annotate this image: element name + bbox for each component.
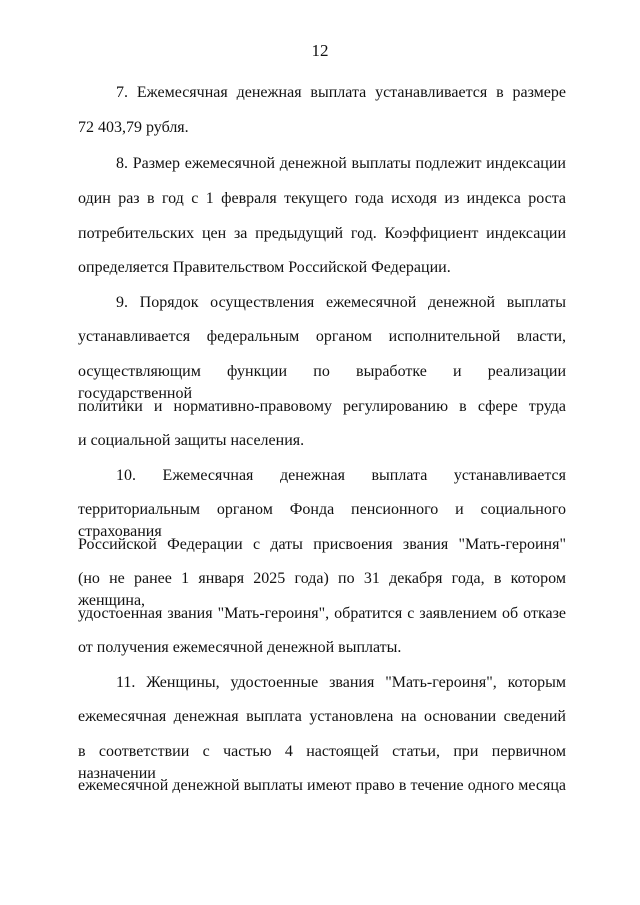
paragraph-9-line-4: политики и нормативно-правовому регулированию в сфере труда [78,398,566,415]
paragraph-8-line-4: определяется Правительством Российской Федерации. [78,259,451,276]
paragraph-8-line-2: один раз в год с 1 февраля текущего года исходя из индекса роста [78,190,566,207]
paragraph-9-line-2: устанавливается федеральным органом исполнительной власти, [78,328,566,345]
paragraph-9-line-5: и социальной защиты населения. [78,432,305,449]
paragraph-10-line-1: 10. Ежемесячная денежная выплата устанавливается [116,467,566,484]
paragraph-9-line-1: 9. Порядок осуществления ежемесячной денежной выплаты [116,294,566,311]
paragraph-10-line-2: территориальным органом Фонда пенсионного и социального страхования [78,501,566,540]
paragraph-7-line-1: 7. Ежемесячная денежная выплата устанавливается в размере [116,84,566,101]
paragraph-11-line-1: 11. Женщины, удостоенные звания "Мать-героиня", которым [116,674,566,691]
paragraph-10-line-5: удостоенная звания "Мать-героиня", обратится с заявлением об отказе [78,605,566,622]
paragraph-10-line-6: от получения ежемесячной денежной выплаты. [78,639,402,656]
paragraph-11-line-2: ежемесячная денежная выплата установлена на основании сведений [78,708,566,725]
paragraph-10-line-4: (но не ранее 1 января 2025 года) по 31 декабря года, в котором женщина, [78,570,566,609]
paragraph-8-line-3: потребительских цен за предыдущий год. Коэффициент индексации [78,225,566,242]
paragraph-8-line-1: 8. Размер ежемесячной денежной выплаты подлежит индексации [116,155,566,172]
paragraph-9-line-3: осуществляющим функции по выработке и реализации государственной [78,363,566,402]
page-number: 12 [311,41,329,60]
paragraph-11-line-4: ежемесячной денежной выплаты имеют право в течение одного месяца [78,777,566,794]
paragraph-11-line-3: в соответствии с частью 4 настоящей статьи, при первичном назначении [78,743,566,782]
paragraph-10-line-3: Российской Федерации с даты присвоения звания "Мать-героиня" [78,536,566,553]
paragraph-7-line-2: 72 403,79 рубля. [78,119,189,136]
